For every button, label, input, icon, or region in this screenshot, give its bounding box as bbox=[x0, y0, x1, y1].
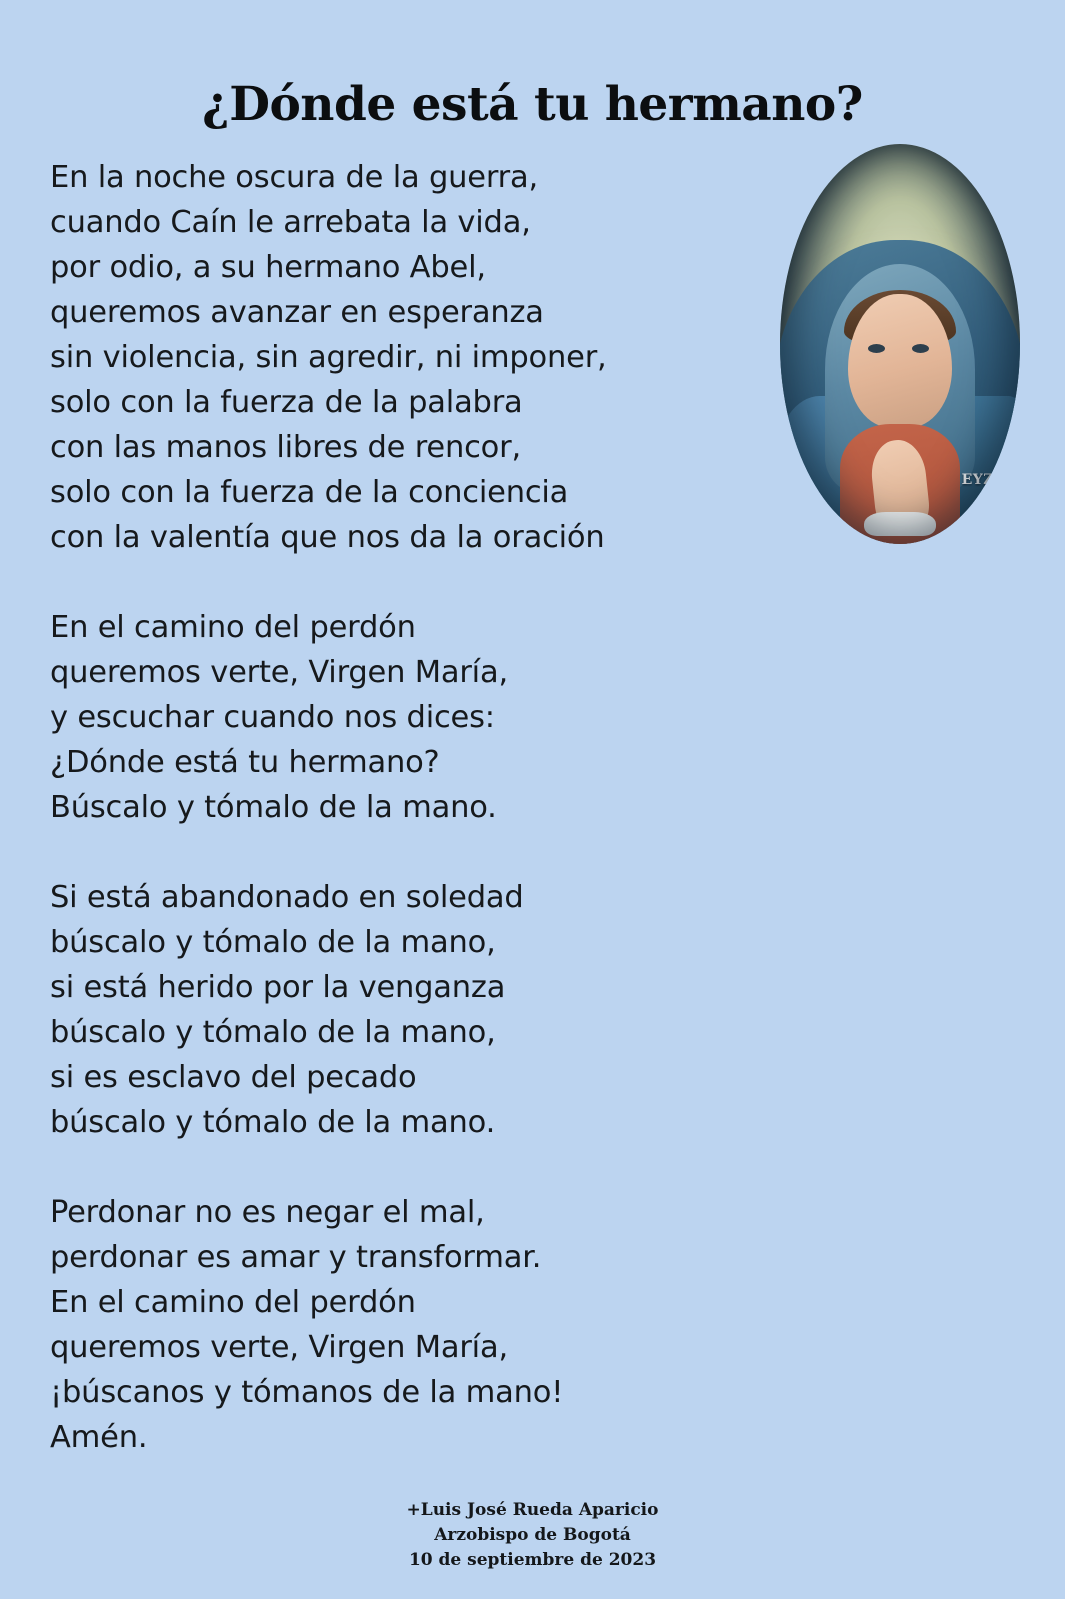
poem-line: con la valentía que nos da la oración bbox=[50, 520, 605, 555]
poem-line: y escuchar cuando nos dices: bbox=[50, 700, 495, 735]
poem-stanza bbox=[50, 155, 770, 560]
poem-line: queremos verte, Virgen María, bbox=[50, 655, 508, 690]
poem-line: solo con la fuerza de la palabra bbox=[50, 385, 523, 420]
poem-line: si es esclavo del pecado bbox=[50, 1060, 417, 1095]
poem-line: Si está abandonado en soledad bbox=[50, 880, 524, 915]
poem-line: búscalo y tómalo de la mano, bbox=[50, 1015, 496, 1050]
poem-line: En el camino del perdón bbox=[50, 610, 416, 645]
poem-line: si está herido por la venganza bbox=[50, 970, 506, 1005]
poem-line: ¿Dónde está tu hermano? bbox=[50, 745, 440, 780]
colophon bbox=[0, 1498, 1065, 1573]
poem-line: por odio, a su hermano Abel, bbox=[50, 250, 486, 285]
poem-line: Búscalo y tómalo de la mano. bbox=[50, 790, 497, 825]
poem-line: búscalo y tómalo de la mano. bbox=[50, 1105, 496, 1140]
colophon-date: 10 de septiembre de 2023 bbox=[408, 1550, 657, 1570]
eye-right bbox=[912, 344, 929, 353]
virgin-mary-portrait bbox=[780, 144, 1020, 544]
poem-line: cuando Caín le arrebata la vida, bbox=[50, 205, 531, 240]
poem-line: queremos avanzar en esperanza bbox=[50, 295, 544, 330]
poem-line: Amén. bbox=[50, 1420, 148, 1455]
face-shape bbox=[848, 294, 952, 428]
colophon-author: +Luis José Rueda Aparicio bbox=[406, 1500, 659, 1520]
poem-line: solo con la fuerza de la conciencia bbox=[50, 475, 569, 510]
poem-line: con las manos libres de rencor, bbox=[50, 430, 521, 465]
poem-line: perdonar es amar y transformar. bbox=[50, 1240, 542, 1275]
colophon-role: Arzobispo de Bogotá bbox=[434, 1525, 631, 1545]
poem-line: queremos verte, Virgen María, bbox=[50, 1330, 508, 1365]
poem-line: Perdonar no es negar el mal, bbox=[50, 1195, 485, 1230]
poem-stanza bbox=[50, 605, 770, 830]
poem-stanza bbox=[50, 1190, 770, 1460]
eye-left bbox=[868, 344, 885, 353]
poem-line: En la noche oscura de la guerra, bbox=[50, 160, 538, 195]
page-title: ¿Dónde está tu hermano? bbox=[202, 77, 863, 133]
poem-line: En el camino del perdón bbox=[50, 1285, 416, 1320]
poem-line: búscalo y tómalo de la mano, bbox=[50, 925, 496, 960]
artist-signature: EYZ bbox=[961, 472, 994, 488]
poem-stanza bbox=[50, 875, 770, 1145]
poem-body bbox=[50, 155, 770, 1460]
sleeve-cuff-shape bbox=[864, 512, 936, 536]
poem-line: ¡búscanos y tómanos de la mano! bbox=[50, 1375, 564, 1410]
poem-line: sin violencia, sin agredir, ni imponer, bbox=[50, 340, 607, 375]
